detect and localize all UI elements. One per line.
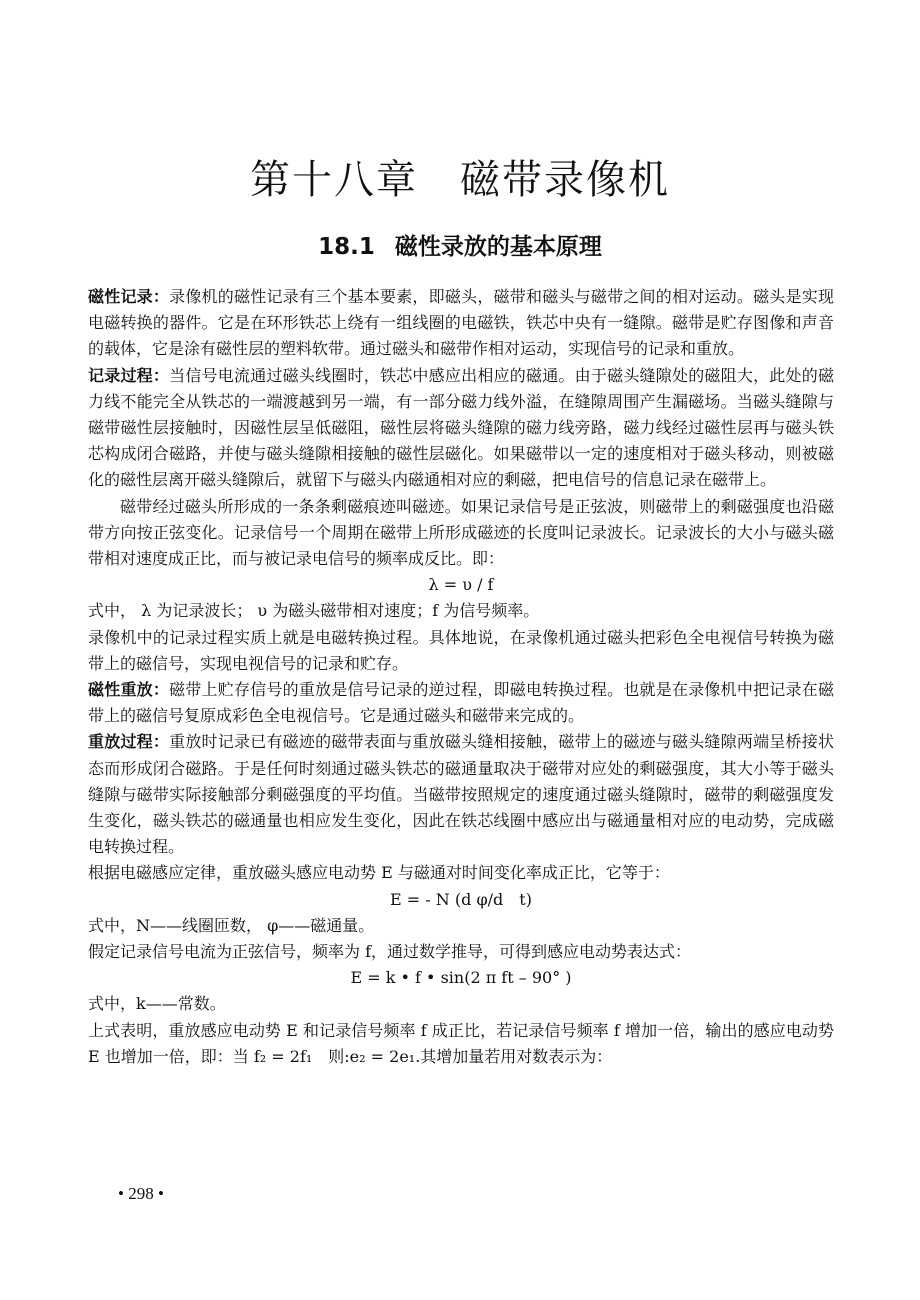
- section-title: [0, 228, 920, 261]
- term-magnetic-playback: 磁性重放：: [88, 680, 170, 700]
- paragraph-recording-process: [88, 363, 834, 494]
- paragraph-proportionality: 上式表明，重放感应电动势 E 和记录信号频率 f 成正比，若记录信号频率 f 增加一倍，输出的感应电动势 E 也增加一倍，即：当 f₂ = 2f₁ 则:e₂ = 2e₁.其增加量若用对数表示为：: [88, 1020, 834, 1066]
- paragraph-induction-law: 根据电磁感应定律，重放磁头感应电动势 E 与磁通对时间变化率成正比，它等于：: [88, 863, 670, 883]
- paragraph-recording-summary: 录像机中的记录过程实质上就是电磁转换过程。具体地说，在录像机通过磁头把彩色全电视信号转换为磁带上的磁信号，实现电视信号的记录和贮存。: [88, 627, 834, 673]
- formula-emf-sine: E = k • f • sin(2 π ft – 90° ): [350, 968, 572, 988]
- chapter-title: 第十八章 磁带录像机: [250, 157, 670, 203]
- paragraph-emf-legend: 式中，N——线圈匝数， φ——磁通量。: [88, 915, 375, 935]
- term-recording-process: 记录过程：: [88, 365, 170, 385]
- paragraph-text: 磁带上贮存信号的重放是信号记录的逆过程，即磁电转换过程。也就是在录像机中把记录在磁带上的磁信号复原成彩色全电视信号。它是通过磁头和磁带来完成的。: [88, 680, 834, 726]
- formula-emf: E = - N (d φ/d t): [390, 889, 532, 909]
- paragraph-magnetic-playback: [88, 677, 834, 729]
- paragraph-playback-process: [88, 729, 834, 860]
- term-playback-process: 重放过程：: [88, 732, 170, 752]
- section-number: 18.1: [318, 234, 375, 260]
- body-text: [88, 284, 834, 1070]
- page-number: • 298 •: [118, 1184, 164, 1203]
- term-magnetic-recording: 磁性记录：: [88, 287, 170, 306]
- paragraph-text: 录像机的磁性记录有三个基本要素，即磁头，磁带和磁头与磁带之间的相对运动。磁头是实现电磁转换的器件。它是在环形铁芯上绕有一组线圈的电磁铁，铁芯中央有一缝隙。磁带是贮存图像和声音的载体，它是涂有磁性层的塑料软带。通过磁头和磁带作相对运动，实现信号的记录和重放。: [88, 287, 834, 359]
- paragraph-text: 重放时记录已有磁迹的磁带表面与重放磁头缝相接触，磁带上的磁迹与磁头缝隙两端呈桥接状态而形成闭合磁路。于是任何时刻通过磁头铁芯的磁通量取决于磁带对应处的剩磁强度，其大小等于磁头缝隙与磁带实际接触部分剩磁强度的平均值。当磁带按照规定的速度通过磁头缝隙时，磁带的剩磁强度发生变化，磁头铁芯的磁通量也相应发生变化，因此在铁芯线圈中感应出与磁通量相对应的电动势，完成磁电转换过程。: [88, 732, 834, 857]
- paragraph-formula-legend: 式中， λ 为记录波长； υ 为磁头磁带相对速度；f 为信号频率。: [88, 601, 540, 621]
- section-heading-text: 磁性录放的基本原理: [394, 234, 602, 260]
- paragraph-sine-assumption: 假定记录信号电流为正弦信号，频率为 f，通过数学推导，可得到感应电动势表达式：: [88, 942, 692, 962]
- paragraph-magnetic-recording: [88, 284, 834, 363]
- paragraph-track: 磁带经过磁头所形成的一条条剩磁痕迹叫磁迹。如果记录信号是正弦波，则磁带上的剩磁强度也沿磁带方向按正弦变化。记录信号一个周期在磁带上所形成磁迹的长度叫记录波长。记录波长的大小与磁头磁带相对速度成正比，而与被记录电信号的频率成反比。即：: [88, 496, 834, 569]
- paragraph-text: 当信号电流通过磁头线圈时，铁芯中感应出相应的磁通。由于磁头缝隙处的磁阻大，此处的磁力线不能完全从铁芯的一端渡越到另一端，有一部分磁力线外溢，在缝隙周围产生漏磁场。当磁头缝隙与磁带磁性层接触时，因磁性层呈低磁阻，磁性层将磁头缝隙的磁力线旁路，磁力线经过磁性层再与磁头铁芯构成闭合磁路，并使与磁头缝隙相接触的磁性层磁化。如果磁带以一定的速度相对于磁头移动，则被磁化的磁性层离开磁头缝隙后，就留下与磁头内磁通相对应的剩磁，把电信号的信息记录在磁带上。: [88, 365, 834, 490]
- formula-wavelength: λ = υ / f: [428, 575, 494, 595]
- paragraph-constant-legend: 式中，k——常数。: [88, 994, 226, 1014]
